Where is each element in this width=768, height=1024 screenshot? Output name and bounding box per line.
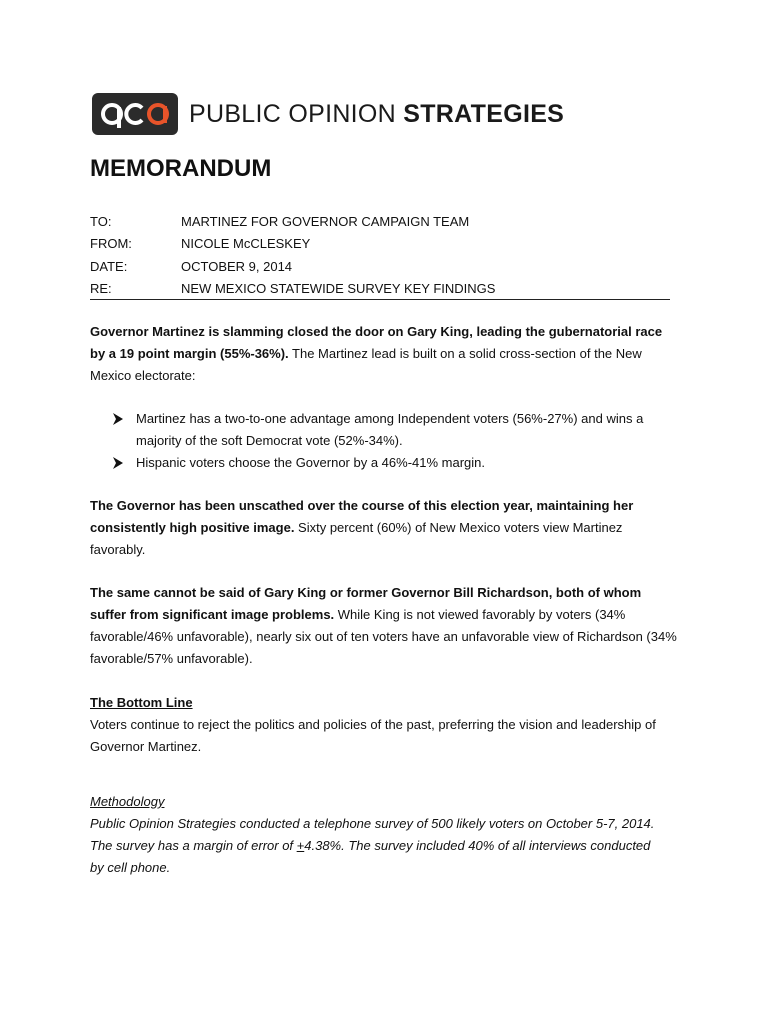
to-label: TO: [90,214,112,229]
image-paragraph-lead: The Governor has been unscathed over the course of this election year, maintaining her consistently high positive image. [90,498,634,535]
opponents-paragraph [90,582,680,670]
from-label: FROM: [90,236,132,251]
memo-title: MEMORANDUM [90,155,272,182]
methodology-text [90,813,665,879]
list-item-text: Hispanic voters choose the Governor by a 46%-41% margin. [136,455,486,470]
methodology-text-part: 4.38%. The survey included 40% of all interviews conducted by cell phone. [90,838,651,875]
from-row [90,234,670,254]
company-logo [92,93,178,135]
methodology-heading: Methodology [90,794,165,809]
plus-minus-sign: + [296,838,305,853]
to-value: MARTINEZ FOR GOVERNOR CAMPAIGN TEAM [181,214,470,229]
image-paragraph [90,495,680,561]
re-row [90,279,670,299]
opponents-paragraph-text: While King is not viewed favorably by voters (34% favorable/46% unfavorable), nearly six out of ten voters have an unfavorable view of Richardson (34% favorable/57% unfavorable). [90,607,677,666]
bottom-line-heading: The Bottom Line [90,695,193,710]
qca-logo-icon [92,93,178,135]
key-finding-lead: Governor Martinez is slamming closed the door on Gary King, leading the gubernatorial race by a 19 point margin (55%-36%). [90,324,663,361]
re-value: NEW MEXICO STATEWIDE SURVEY KEY FINDINGS [181,281,496,296]
from-value: NICOLE McCLESKEY [181,236,311,251]
methodology-text-part: Public Opinion Strategies conducted a telephone survey of 500 likely voters on October 5-7, 2014. The survey has a margin of error of [90,816,655,853]
date-label: DATE: [90,259,128,274]
organization-name: PUBLIC OPINION STRATEGIES [189,100,565,128]
findings-list [112,408,687,474]
key-finding-text: The Martinez lead is built on a solid cross-section of the New Mexico electorate: [90,346,642,383]
image-paragraph-text: Sixty percent (60%) of New Mexico voters view Martinez favorably. [90,520,623,557]
list-item [112,452,687,474]
opponents-paragraph-lead: The same cannot be said of Gary King or former Governor Bill Richardson, both of whom suffer from significant image problems. [90,585,642,622]
date-value: OCTOBER 9, 2014 [181,259,293,274]
arrowhead-bullet-icon [112,412,124,426]
bottom-line-text: Voters continue to reject the politics and policies of the past, preferring the vision and leadership of Governor Martinez. [90,717,656,754]
list-item-text: Martinez has a two-to-one advantage among Independent voters (56%-27%) and wins a majority of the soft Democrat vote (52%-34%). [136,411,644,448]
header-divider [90,299,670,300]
re-label: RE: [90,281,112,296]
arrowhead-bullet-icon [112,456,124,470]
to-row [90,212,670,232]
list-item [112,408,687,452]
key-finding-paragraph [90,321,680,387]
date-row [90,257,670,277]
